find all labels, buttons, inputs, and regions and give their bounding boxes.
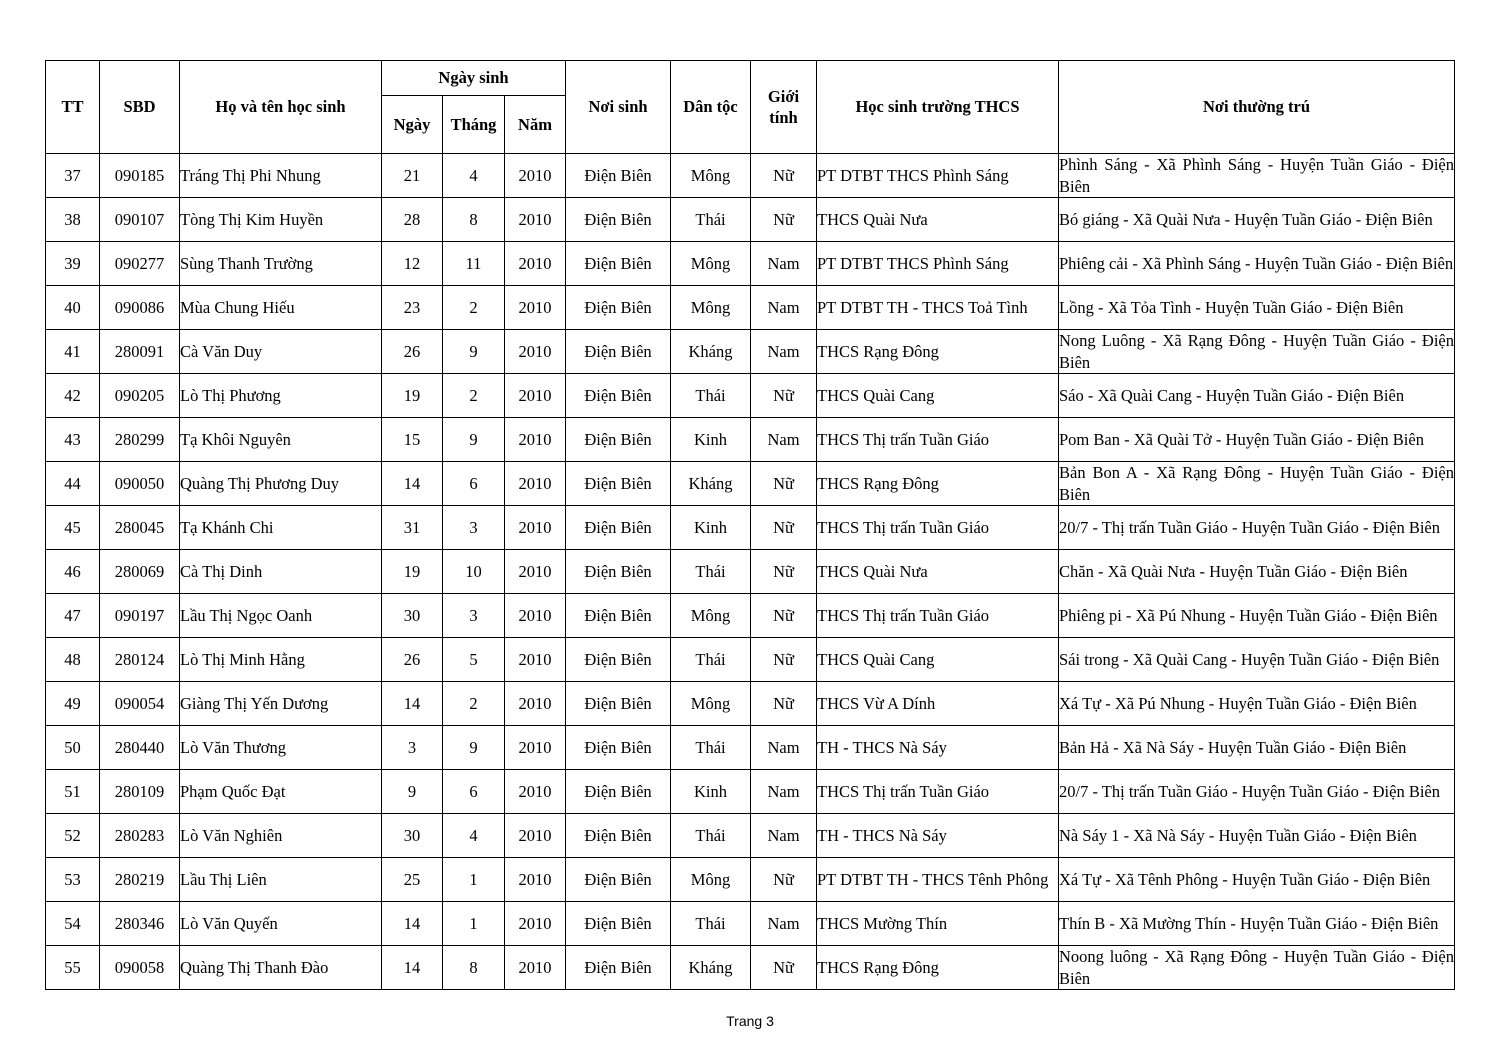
- cell-residence: Sáo - Xã Quài Cang - Huyện Tuần Giáo - Điện Biên: [1059, 374, 1455, 418]
- cell-year: 2010: [505, 418, 566, 462]
- cell-month: 2: [443, 374, 505, 418]
- cell-birthplace: Điện Biên: [566, 858, 671, 902]
- cell-name: Cà Thị Dinh: [180, 550, 382, 594]
- header-residence: Nơi thường trú: [1059, 61, 1455, 154]
- cell-gender: Nam: [751, 814, 817, 858]
- cell-month: 3: [443, 506, 505, 550]
- cell-year: 2010: [505, 506, 566, 550]
- cell-school: THCS Thị trấn Tuần Giáo: [817, 594, 1059, 638]
- cell-month: 8: [443, 198, 505, 242]
- cell-month: 2: [443, 286, 505, 330]
- cell-birthplace: Điện Biên: [566, 902, 671, 946]
- table-row: [46, 330, 1455, 374]
- cell-year: 2010: [505, 814, 566, 858]
- header-month: Tháng: [443, 96, 505, 154]
- cell-residence: Thín B - Xã Mường Thín - Huyện Tuần Giáo - Điện Biên: [1059, 902, 1455, 946]
- cell-sbd: 280124: [100, 638, 180, 682]
- cell-ethnicity: Thái: [671, 902, 751, 946]
- header-year: Năm: [505, 96, 566, 154]
- cell-tt: 53: [46, 858, 100, 902]
- cell-ethnicity: Thái: [671, 374, 751, 418]
- cell-year: 2010: [505, 594, 566, 638]
- cell-gender: Nữ: [751, 154, 817, 198]
- cell-year: 2010: [505, 198, 566, 242]
- cell-tt: 40: [46, 286, 100, 330]
- cell-sbd: 090058: [100, 946, 180, 990]
- cell-residence: Xá Tự - Xã Tênh Phông - Huyện Tuần Giáo - Điện Biên: [1059, 858, 1455, 902]
- cell-residence: Phiêng cải - Xã Phình Sáng - Huyện Tuần Giáo - Điện Biên: [1059, 242, 1455, 286]
- cell-gender: Nữ: [751, 594, 817, 638]
- cell-name: Phạm Quốc Đạt: [180, 770, 382, 814]
- table-row: [46, 198, 1455, 242]
- cell-gender: Nam: [751, 330, 817, 374]
- table-body: [46, 154, 1455, 990]
- cell-year: 2010: [505, 550, 566, 594]
- cell-birthplace: Điện Biên: [566, 946, 671, 990]
- cell-gender: Nam: [751, 770, 817, 814]
- header-sbd: SBD: [100, 61, 180, 154]
- cell-sbd: 280045: [100, 506, 180, 550]
- table-row: [46, 594, 1455, 638]
- table-row: [46, 550, 1455, 594]
- cell-year: 2010: [505, 946, 566, 990]
- cell-sbd: 090185: [100, 154, 180, 198]
- cell-residence: Bó giáng - Xã Quài Nưa - Huyện Tuần Giáo - Điện Biên: [1059, 198, 1455, 242]
- cell-birthplace: Điện Biên: [566, 374, 671, 418]
- cell-name: Tòng Thị Kim Huyền: [180, 198, 382, 242]
- cell-school: THCS Rạng Đông: [817, 946, 1059, 990]
- cell-tt: 45: [46, 506, 100, 550]
- cell-year: 2010: [505, 682, 566, 726]
- cell-birthplace: Điện Biên: [566, 770, 671, 814]
- cell-residence: Pom Ban - Xã Quài Tở - Huyện Tuần Giáo - Điện Biên: [1059, 418, 1455, 462]
- cell-month: 10: [443, 550, 505, 594]
- table-row: [46, 506, 1455, 550]
- cell-gender: Nữ: [751, 858, 817, 902]
- cell-month: 1: [443, 858, 505, 902]
- cell-day: 14: [382, 682, 443, 726]
- cell-ethnicity: Thái: [671, 726, 751, 770]
- cell-day: 15: [382, 418, 443, 462]
- cell-ethnicity: Thái: [671, 814, 751, 858]
- cell-school: THCS Thị trấn Tuần Giáo: [817, 506, 1059, 550]
- cell-school: TH - THCS Nà Sáy: [817, 726, 1059, 770]
- cell-month: 6: [443, 770, 505, 814]
- cell-school: THCS Quài Cang: [817, 374, 1059, 418]
- cell-name: Sùng Thanh Trường: [180, 242, 382, 286]
- table-row: [46, 682, 1455, 726]
- table-header: [46, 61, 1455, 154]
- cell-ethnicity: Kháng: [671, 462, 751, 506]
- cell-birthplace: Điện Biên: [566, 726, 671, 770]
- cell-month: 1: [443, 902, 505, 946]
- cell-residence: Sái trong - Xã Quài Cang - Huyện Tuần Giáo - Điện Biên: [1059, 638, 1455, 682]
- table-row: [46, 902, 1455, 946]
- cell-name: Mùa Chung Hiếu: [180, 286, 382, 330]
- cell-gender: Nữ: [751, 198, 817, 242]
- cell-birthplace: Điện Biên: [566, 506, 671, 550]
- cell-year: 2010: [505, 726, 566, 770]
- cell-year: 2010: [505, 286, 566, 330]
- cell-ethnicity: Mông: [671, 682, 751, 726]
- cell-sbd: 280299: [100, 418, 180, 462]
- cell-residence: Phiêng pi - Xã Pú Nhung - Huyện Tuần Giáo - Điện Biên: [1059, 594, 1455, 638]
- cell-ethnicity: Kháng: [671, 946, 751, 990]
- cell-birthplace: Điện Biên: [566, 198, 671, 242]
- cell-day: 25: [382, 858, 443, 902]
- cell-sbd: 090205: [100, 374, 180, 418]
- cell-gender: Nữ: [751, 946, 817, 990]
- cell-month: 11: [443, 242, 505, 286]
- cell-ethnicity: Mông: [671, 286, 751, 330]
- cell-gender: Nam: [751, 242, 817, 286]
- cell-name: Quàng Thị Phương Duy: [180, 462, 382, 506]
- table-row: [46, 462, 1455, 506]
- cell-sbd: 090107: [100, 198, 180, 242]
- cell-residence: Noong luông - Xã Rạng Đông - Huyện Tuần Giáo - Điện Biên: [1059, 947, 1454, 988]
- cell-tt: 54: [46, 902, 100, 946]
- header-ethnicity: Dân tộc: [671, 61, 751, 154]
- cell-year: 2010: [505, 462, 566, 506]
- cell-gender: Nam: [751, 902, 817, 946]
- cell-gender: Nam: [751, 418, 817, 462]
- cell-day: 26: [382, 330, 443, 374]
- cell-birthplace: Điện Biên: [566, 682, 671, 726]
- cell-residence: Phình Sáng - Xã Phình Sáng - Huyện Tuần Giáo - Điện Biên: [1059, 155, 1454, 196]
- cell-name: Lò Thị Phương: [180, 374, 382, 418]
- cell-name: Giàng Thị Yến Dương: [180, 682, 382, 726]
- header-birthplace: Nơi sinh: [566, 61, 671, 154]
- cell-gender: Nữ: [751, 462, 817, 506]
- cell-residence: Chăn - Xã Quài Nưa - Huyện Tuần Giáo - Điện Biên: [1059, 550, 1455, 594]
- page-number: Trang 3: [726, 1013, 774, 1029]
- cell-sbd: 090050: [100, 462, 180, 506]
- student-roster-table: [45, 60, 1455, 990]
- cell-residence: 20/7 - Thị trấn Tuần Giáo - Huyện Tuần Giáo - Điện Biên: [1059, 506, 1455, 550]
- cell-ethnicity: Mông: [671, 242, 751, 286]
- header-dob: Ngày sinh: [382, 61, 566, 96]
- cell-name: Lò Thị Minh Hằng: [180, 638, 382, 682]
- cell-day: 9: [382, 770, 443, 814]
- cell-ethnicity: Kinh: [671, 418, 751, 462]
- cell-day: 26: [382, 638, 443, 682]
- header-day: Ngày: [382, 96, 443, 154]
- cell-birthplace: Điện Biên: [566, 462, 671, 506]
- cell-birthplace: Điện Biên: [566, 550, 671, 594]
- table-row: [46, 286, 1455, 330]
- cell-sbd: 280109: [100, 770, 180, 814]
- cell-gender: Nam: [751, 286, 817, 330]
- cell-residence: Nà Sáy 1 - Xã Nà Sáy - Huyện Tuần Giáo - Điện Biên: [1059, 814, 1455, 858]
- cell-sbd: 280283: [100, 814, 180, 858]
- cell-school: THCS Rạng Đông: [817, 462, 1059, 506]
- cell-name: Cà Văn Duy: [180, 330, 382, 374]
- cell-tt: 39: [46, 242, 100, 286]
- cell-birthplace: Điện Biên: [566, 330, 671, 374]
- table-row: [46, 858, 1455, 902]
- cell-day: 3: [382, 726, 443, 770]
- cell-residence: Lồng - Xã Tỏa Tình - Huyện Tuần Giáo - Điện Biên: [1059, 286, 1455, 330]
- cell-year: 2010: [505, 902, 566, 946]
- cell-school: THCS Thị trấn Tuần Giáo: [817, 770, 1059, 814]
- cell-tt: 51: [46, 770, 100, 814]
- cell-sbd: 280440: [100, 726, 180, 770]
- cell-tt: 47: [46, 594, 100, 638]
- cell-ethnicity: Mông: [671, 154, 751, 198]
- cell-birthplace: Điện Biên: [566, 594, 671, 638]
- cell-school: THCS Thị trấn Tuần Giáo: [817, 418, 1059, 462]
- cell-tt: 38: [46, 198, 100, 242]
- cell-residence: Bản Bon A - Xã Rạng Đông - Huyện Tuần Giáo - Điện Biên: [1059, 463, 1454, 504]
- cell-month: 2: [443, 682, 505, 726]
- cell-sbd: 090054: [100, 682, 180, 726]
- cell-tt: 43: [46, 418, 100, 462]
- table-row: [46, 374, 1455, 418]
- cell-year: 2010: [505, 858, 566, 902]
- cell-day: 14: [382, 462, 443, 506]
- cell-day: 23: [382, 286, 443, 330]
- cell-day: 19: [382, 374, 443, 418]
- cell-day: 30: [382, 814, 443, 858]
- cell-ethnicity: Kháng: [671, 330, 751, 374]
- cell-tt: 50: [46, 726, 100, 770]
- cell-month: 8: [443, 946, 505, 990]
- cell-year: 2010: [505, 154, 566, 198]
- cell-ethnicity: Thái: [671, 198, 751, 242]
- cell-sbd: 280069: [100, 550, 180, 594]
- table-row: [46, 946, 1455, 990]
- cell-name: Tráng Thị Phi Nhung: [180, 154, 382, 198]
- cell-name: Tạ Khôi Nguyên: [180, 418, 382, 462]
- cell-sbd: 280219: [100, 858, 180, 902]
- cell-gender: Nữ: [751, 682, 817, 726]
- cell-day: 31: [382, 506, 443, 550]
- cell-tt: 52: [46, 814, 100, 858]
- header-tt: TT: [46, 61, 100, 154]
- cell-year: 2010: [505, 374, 566, 418]
- cell-sbd: 090277: [100, 242, 180, 286]
- cell-birthplace: Điện Biên: [566, 242, 671, 286]
- cell-name: Lầu Thị Liên: [180, 858, 382, 902]
- cell-month: 9: [443, 330, 505, 374]
- table-row: [46, 770, 1455, 814]
- cell-gender: Nữ: [751, 506, 817, 550]
- cell-gender: Nữ: [751, 374, 817, 418]
- cell-ethnicity: Thái: [671, 550, 751, 594]
- cell-sbd: 280091: [100, 330, 180, 374]
- table-row: [46, 242, 1455, 286]
- cell-birthplace: Điện Biên: [566, 154, 671, 198]
- cell-name: Lò Văn Thương: [180, 726, 382, 770]
- cell-tt: 37: [46, 154, 100, 198]
- cell-month: 3: [443, 594, 505, 638]
- cell-day: 19: [382, 550, 443, 594]
- cell-sbd: 090197: [100, 594, 180, 638]
- cell-birthplace: Điện Biên: [566, 286, 671, 330]
- table-row: [46, 638, 1455, 682]
- cell-school: THCS Rạng Đông: [817, 330, 1059, 374]
- cell-school: PT DTBT THCS Phình Sáng: [817, 154, 1059, 198]
- cell-school: THCS Quài Cang: [817, 638, 1059, 682]
- cell-month: 5: [443, 638, 505, 682]
- cell-month: 6: [443, 462, 505, 506]
- cell-residence: 20/7 - Thị trấn Tuần Giáo - Huyện Tuần Giáo - Điện Biên: [1059, 770, 1455, 814]
- cell-tt: 44: [46, 462, 100, 506]
- cell-day: 28: [382, 198, 443, 242]
- cell-name: Lầu Thị Ngọc Oanh: [180, 594, 382, 638]
- cell-residence: Bản Hả - Xã Nà Sáy - Huyện Tuần Giáo - Điện Biên: [1059, 726, 1455, 770]
- cell-school: THCS Quài Nưa: [817, 198, 1059, 242]
- cell-school: PT DTBT TH - THCS Tênh Phông: [817, 858, 1059, 902]
- cell-residence: Nong Luông - Xã Rạng Đông - Huyện Tuần Giáo - Điện Biên: [1059, 331, 1454, 372]
- cell-birthplace: Điện Biên: [566, 418, 671, 462]
- header-school: Học sinh trường THCS: [817, 61, 1059, 154]
- cell-residence: Xá Tự - Xã Pú Nhung - Huyện Tuần Giáo - Điện Biên: [1059, 682, 1455, 726]
- cell-year: 2010: [505, 330, 566, 374]
- table-row: [46, 726, 1455, 770]
- cell-tt: 41: [46, 330, 100, 374]
- cell-name: Tạ Khánh Chi: [180, 506, 382, 550]
- cell-ethnicity: Thái: [671, 638, 751, 682]
- cell-school: THCS Quài Nưa: [817, 550, 1059, 594]
- cell-month: 9: [443, 726, 505, 770]
- cell-gender: Nữ: [751, 550, 817, 594]
- cell-month: 4: [443, 154, 505, 198]
- cell-birthplace: Điện Biên: [566, 814, 671, 858]
- table-row: [46, 418, 1455, 462]
- cell-school: PT DTBT THCS Phình Sáng: [817, 242, 1059, 286]
- table-row: [46, 814, 1455, 858]
- header-name: Họ và tên học sinh: [180, 61, 382, 154]
- cell-sbd: 090086: [100, 286, 180, 330]
- header-gender: Giới tính: [751, 61, 817, 154]
- cell-year: 2010: [505, 770, 566, 814]
- cell-day: 14: [382, 946, 443, 990]
- cell-tt: 42: [46, 374, 100, 418]
- cell-month: 9: [443, 418, 505, 462]
- cell-name: Quàng Thị Thanh Đào: [180, 946, 382, 990]
- cell-day: 12: [382, 242, 443, 286]
- cell-tt: 49: [46, 682, 100, 726]
- table-row: [46, 154, 1455, 198]
- cell-birthplace: Điện Biên: [566, 638, 671, 682]
- cell-name: Lò Văn Quyến: [180, 902, 382, 946]
- cell-tt: 55: [46, 946, 100, 990]
- cell-day: 21: [382, 154, 443, 198]
- cell-school: THCS Mường Thín: [817, 902, 1059, 946]
- cell-day: 14: [382, 902, 443, 946]
- cell-school: THCS Vừ A Dính: [817, 682, 1059, 726]
- cell-ethnicity: Mông: [671, 858, 751, 902]
- cell-sbd: 280346: [100, 902, 180, 946]
- cell-school: TH - THCS Nà Sáy: [817, 814, 1059, 858]
- cell-school: PT DTBT TH - THCS Toả Tình: [817, 286, 1059, 330]
- cell-day: 30: [382, 594, 443, 638]
- cell-gender: Nữ: [751, 638, 817, 682]
- cell-tt: 46: [46, 550, 100, 594]
- cell-ethnicity: Kinh: [671, 506, 751, 550]
- cell-gender: Nam: [751, 726, 817, 770]
- cell-year: 2010: [505, 242, 566, 286]
- cell-ethnicity: Kinh: [671, 770, 751, 814]
- cell-ethnicity: Mông: [671, 594, 751, 638]
- cell-year: 2010: [505, 638, 566, 682]
- cell-month: 4: [443, 814, 505, 858]
- cell-name: Lò Văn Nghiên: [180, 814, 382, 858]
- cell-tt: 48: [46, 638, 100, 682]
